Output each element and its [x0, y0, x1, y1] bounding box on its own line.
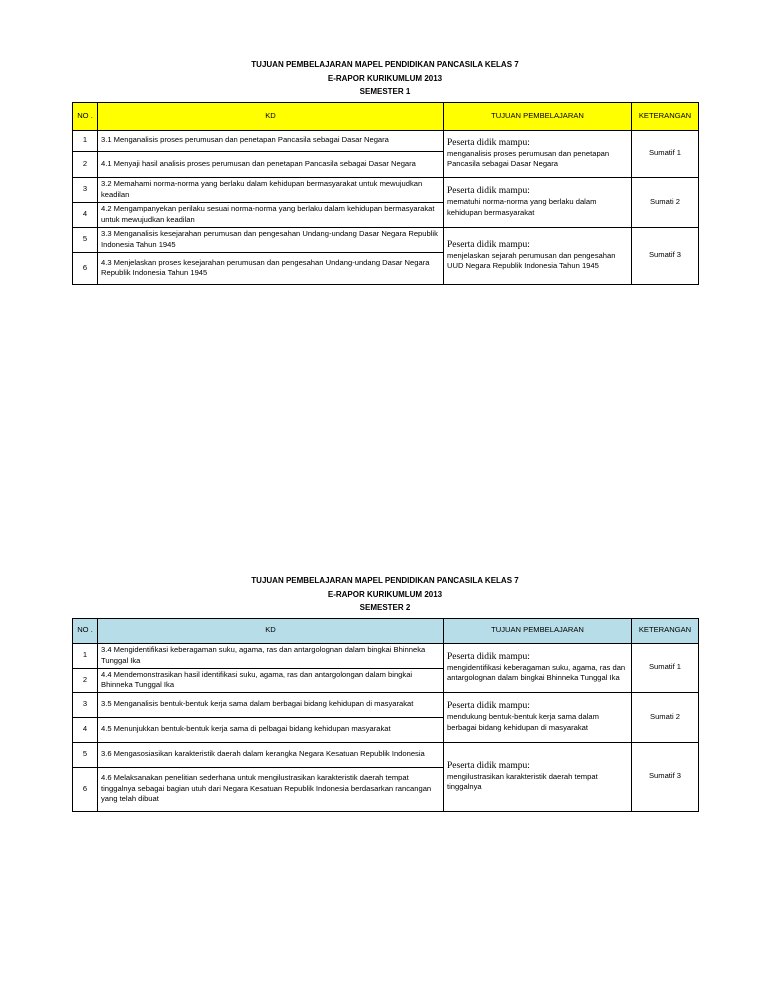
tujuan-head: Peserta didik mampu: — [447, 239, 530, 250]
row-kd: 3.1 Menganalisis proses perumusan dan penetapan Pancasila sebagai Dasar Negara — [98, 130, 444, 151]
table-header-row — [73, 618, 699, 643]
semester-2-table — [72, 618, 699, 812]
header-no: NO . — [73, 102, 98, 130]
tujuan-head: Peserta didik mampu: — [447, 760, 530, 771]
semester-2-title — [72, 574, 698, 615]
table-row — [73, 227, 699, 252]
header-tujuan: TUJUAN PEMBELAJARAN — [444, 102, 632, 130]
header-no: NO . — [73, 618, 98, 643]
row-no: 1 — [73, 130, 98, 151]
row-no: 4 — [73, 202, 98, 227]
row-no: 5 — [73, 227, 98, 252]
doc-title-line-2: E-RAPOR KURIKUMLUM 2013 — [327, 589, 443, 599]
row-kd: 3.2 Memahami norma-norma yang berlaku dalam kehidupan bermasyarakat untuk mewujudkan keadilan — [98, 177, 444, 202]
tujuan-head: Peserta didik mampu: — [447, 701, 530, 711]
tujuan-head: Peserta didik mampu: — [447, 651, 530, 662]
header-kd: KD — [98, 618, 444, 643]
row-kd: 4.2 Mengampanyekan perilaku sesuai norma-norma yang berlaku dalam kehidupan bermasyarakat untuk mewujudkan keadilan — [98, 202, 444, 227]
tujuan-body: mendukung bentuk-bentuk kerja sama dalam berbagai bidang kehidupan di masyarakat — [447, 712, 599, 732]
tujuan-head: Peserta didik mampu: — [447, 137, 530, 148]
tujuan-cell — [444, 692, 632, 742]
row-no: 6 — [73, 767, 98, 811]
tujuan-body: mengidentifikasi keberagaman suku, agama, ras dan antargolognan dalam bingkai Bhinneka Tunggal Ika — [447, 662, 626, 682]
table-row — [73, 742, 699, 767]
semester-1-section — [72, 58, 698, 285]
row-kd: 3.6 Mengasosiasikan karakteristik daerah dalam kerangka Negara Kesatuan Republik Indonesia — [98, 742, 444, 767]
row-no: 2 — [73, 668, 98, 692]
row-kd: 4.6 Melaksanakan penelitian sederhana untuk mengilustrasikan karakteristik daerah tempat tinggalnya sebagai bagian utuh dari Negara Kesatuan Republik Indonesia berdasarkan rancangan yang telah dibuat — [98, 767, 444, 811]
tujuan-cell — [444, 130, 632, 177]
doc-title-line-1: TUJUAN PEMBELAJARAN MAPEL PENDIDIKAN PANCASILA KELAS 7 — [251, 576, 519, 585]
keterangan-cell: Sumati 2 — [632, 177, 699, 227]
tujuan-cell — [444, 643, 632, 692]
table-row — [73, 177, 699, 202]
keterangan-cell: Sumatif 3 — [632, 742, 699, 811]
tujuan-body: menjelaskan sejarah perumusan dan pengesahan UUD Negara Republik Indonesia Tahun 1945 — [447, 250, 616, 270]
header-tujuan: TUJUAN PEMBELAJARAN — [444, 618, 632, 643]
table-row — [73, 643, 699, 668]
keterangan-cell: Sumatif 3 — [632, 227, 699, 284]
keterangan-cell: Sumatif 1 — [632, 130, 699, 177]
row-kd: 4.4 Mendemonstrasikan hasil identifikasi suku, agama, ras dan antargolongan dalam bingkai Bhinneka Tunggal Ika — [98, 668, 444, 692]
header-keterangan: KETERANGAN — [632, 618, 699, 643]
row-no: 3 — [73, 692, 98, 717]
semester-2-section — [72, 574, 698, 812]
keterangan-cell: Sumatif 1 — [632, 643, 699, 692]
doc-title-line-2: E-RAPOR KURIKUMLUM 2013 — [327, 73, 443, 83]
tujuan-cell — [444, 742, 632, 811]
tujuan-body: mengilustrasikan karakteristik daerah tempat tinggalnya — [447, 771, 598, 791]
table-row — [73, 130, 699, 151]
row-no: 6 — [73, 252, 98, 284]
row-no: 3 — [73, 177, 98, 202]
header-keterangan: KETERANGAN — [632, 102, 699, 130]
semester-1-table — [72, 102, 699, 285]
row-no: 5 — [73, 742, 98, 767]
tujuan-cell — [444, 227, 632, 284]
tujuan-body: mematuhi norma-norma yang berlaku dalam kehidupan bermasyarakat — [447, 197, 597, 217]
row-kd: 3.3 Menganalisis kesejarahan perumusan dan pengesahan Undang-undang Dasar Negara Republik Indonesia Tahun 1945 — [98, 227, 444, 252]
row-kd: 3.5 Menganalisis bentuk-bentuk kerja sama dalam berbagai bidang kehidupan di masyarakat — [98, 692, 444, 717]
doc-title-line-3: SEMESTER 2 — [359, 603, 411, 612]
tujuan-head: Peserta didik mampu: — [447, 186, 530, 196]
table-header-row — [73, 102, 699, 130]
table-row — [73, 692, 699, 717]
tujuan-cell — [444, 177, 632, 227]
doc-title-line-3: SEMESTER 1 — [359, 87, 411, 96]
tujuan-body: menganalisis proses perumusan dan penetapan Pancasila sebagai Dasar Negara — [447, 148, 610, 168]
row-kd: 4.3 Menjelaskan proses kesejarahan perumusan dan pengesahan Undang-undang Dasar Negara Republik Indonesia Tahun 1945 — [98, 252, 444, 284]
keterangan-cell: Sumati 2 — [632, 692, 699, 742]
row-kd: 3.4 Mengidentifikasi keberagaman suku, agama, ras dan antargolognan dalam bingkai Bhinneka Tunggal Ika — [98, 643, 444, 668]
row-kd: 4.5 Menunjukkan bentuk-bentuk kerja sama di pelbagai bidang kehidupan masyarakat — [98, 717, 444, 742]
row-kd: 4.1 Menyaji hasil analisis proses perumusan dan penetapan Pancasila sebagai Dasar Negara — [98, 151, 444, 177]
semester-1-title — [72, 58, 698, 99]
row-no: 4 — [73, 717, 98, 742]
row-no: 2 — [73, 151, 98, 177]
row-no: 1 — [73, 643, 98, 668]
header-kd: KD — [98, 102, 444, 130]
doc-title-line-1: TUJUAN PEMBELAJARAN MAPEL PENDIDIKAN PANCASILA KELAS 7 — [251, 60, 519, 69]
